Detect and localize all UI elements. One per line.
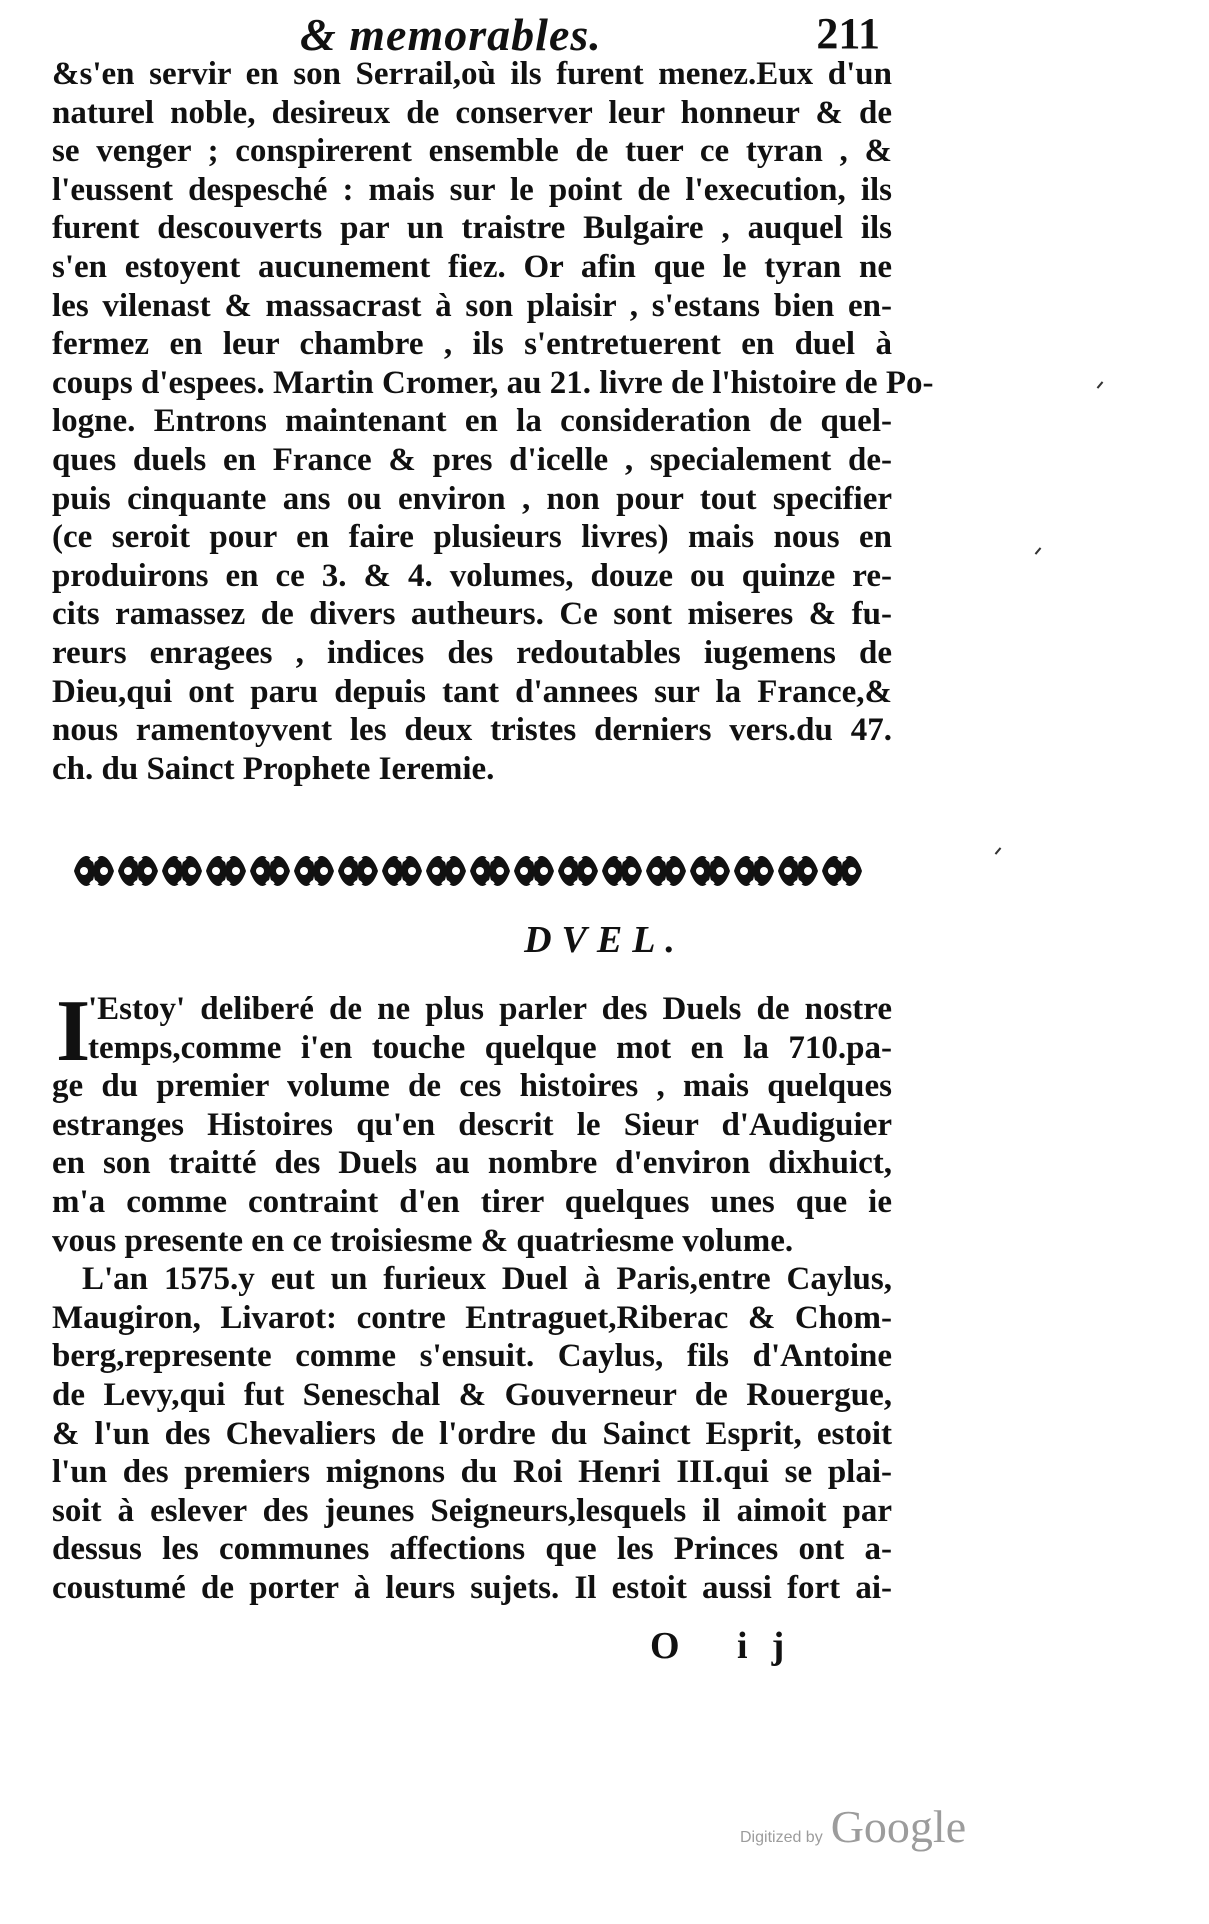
drop-cap: I <box>56 983 91 1080</box>
text-line: s'en estoyent aucunement fiez. Or afin que le tyran ne <box>52 248 892 285</box>
text-line: temps,comme i'en touche quelque mot en la 710.pa- <box>88 1029 892 1066</box>
text-line: furent descouverts par un traistre Bulgaire , auquel ils <box>52 210 892 247</box>
text-line: nous ramentoyvent les deux tristes derniers vers.du 47. <box>52 712 892 749</box>
text-line: logne. Entrons maintenant en la consideration de quel- <box>52 403 892 440</box>
text-line: Dieu,qui ont paru depuis tant d'annees sur la France,& <box>52 673 892 710</box>
text-line: ques duels en France & pres d'icelle , specialement de- <box>52 441 892 478</box>
text-line: (ce seroit pour en faire plusieurs livres) mais nous en <box>52 519 892 556</box>
text-line: se venger ; conspirerent ensemble de tuer ce tyran , & <box>52 133 892 170</box>
text-line: l'eussent despesché : mais sur le point de l'execution, ils <box>52 171 892 208</box>
text-block-duel <box>52 983 892 1608</box>
watermark-brand: Google <box>830 1801 967 1852</box>
text-line: en son traitté des Duels au nombre d'environ dixhuict, <box>52 1145 892 1182</box>
text-line: soit à eslever des jeunes Seigneurs,lesquels il aimoit par <box>52 1492 892 1529</box>
text-line: ge du premier volume de ces histoires , mais quelques <box>52 1068 892 1105</box>
text-line: puis cinquante ans ou environ , non pour tout specifier <box>52 480 892 517</box>
text-line: coups d'espees. Martin Cromer, au 21. livre de l'histoire de Po- <box>52 364 934 401</box>
text-line: naturel noble, desireux de conserver leur honneur & de <box>52 94 892 131</box>
text-line: ch. du Sainct Prophete Ieremie. <box>52 750 495 787</box>
page-number: 211 <box>816 9 880 58</box>
watermark-prefix: Digitized by <box>740 1829 823 1846</box>
chapter-heading: DVEL. <box>524 919 685 961</box>
text-line: cits ramassez de divers autheurs. Ce sont miseres & fu- <box>52 596 892 633</box>
ink-speck <box>995 847 1002 854</box>
text-line: les vilenast & massacrast à son plaisir , s'estans bien en- <box>52 287 892 324</box>
text-line: & l'un des Chevaliers de l'ordre du Sainct Esprit, estoit <box>52 1415 892 1452</box>
running-title: & memorables. <box>300 9 602 60</box>
text-line: de Levy,qui fut Seneschal & Gouverneur de Rouergue, <box>52 1376 892 1413</box>
text-line: estranges Histoires qu'en descrit le Sieur d'Audiguier <box>52 1106 892 1143</box>
text-line: 'Estoy' deliberé de ne plus parler des Duels de nostre <box>88 991 892 1027</box>
ink-speck <box>1097 381 1104 388</box>
text-line: L'an 1575.y eut un furieux Duel à Paris,entre Caylus, <box>82 1261 892 1298</box>
text-line: Maugiron, Livarot: contre Entraguet,Riberac & Chom- <box>52 1299 892 1336</box>
text-line: berg,represente comme s'ensuit. Caylus, fils d'Antoine <box>52 1338 892 1375</box>
text-line: dessus les communes affections que les Princes ont a- <box>52 1531 892 1568</box>
digitization-watermark <box>740 1800 966 1853</box>
signature-mark: O ij <box>650 1625 809 1667</box>
ink-speck <box>1035 547 1042 554</box>
text-block-continuation <box>52 55 934 788</box>
text-line: reurs enragees , indices des redoutables iugemens de <box>52 634 892 671</box>
text-line: vous presente en ce troisiesme & quatriesme volume. <box>52 1222 794 1259</box>
text-line: coustumé de porter à leurs sujets. Il estoit aussi fort ai- <box>52 1569 892 1606</box>
text-line: l'un des premiers mignons du Roi Henri III.qui se plai- <box>52 1454 892 1491</box>
text-line: produirons en ce 3. & 4. volumes, douze ou quinze re- <box>52 557 892 594</box>
text-line: fermez en leur chambre , ils s'entretuerent en duel à <box>52 326 892 363</box>
text-line: m'a comme contraint d'en tirer quelques unes que ie <box>52 1183 892 1220</box>
decorative-ornament-band <box>72 848 862 894</box>
text-line: &s'en servir en son Serrail,où ils furent menez.Eux d'un <box>52 56 892 92</box>
